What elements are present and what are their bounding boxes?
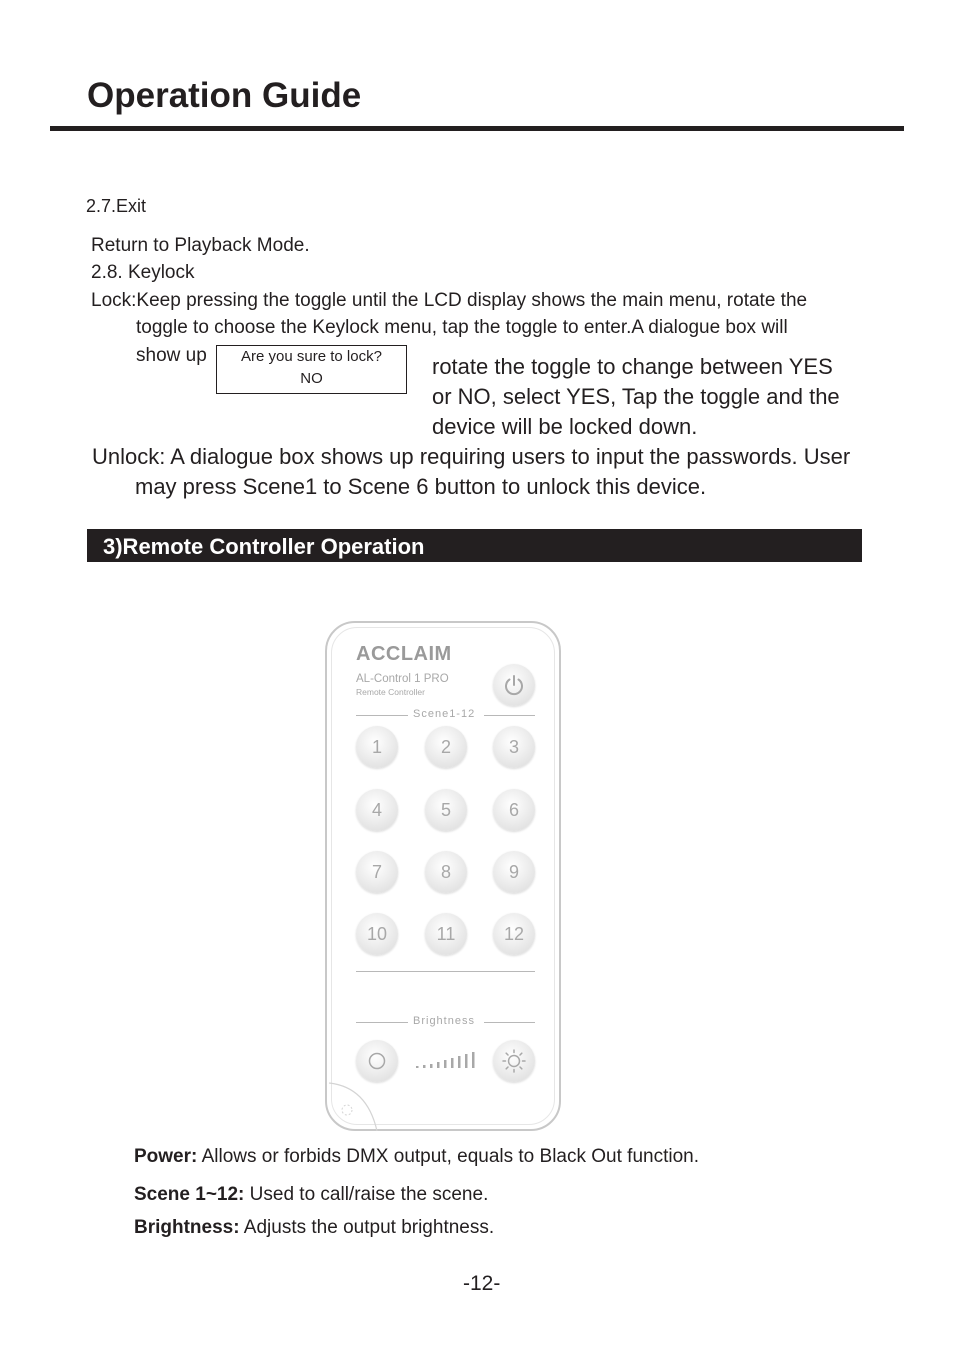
exit-heading: 2.7.Exit [86,196,147,216]
scene-divider-left [356,715,408,716]
brightness-description-label: Brightness: [134,1217,240,1238]
scene-key: 8 [425,851,467,893]
scene-key: 5 [425,789,467,831]
scene-key: 2 [425,726,467,768]
scene-key: 4 [356,789,398,831]
brightness-description [134,1217,494,1239]
remote-brand: ACCLAIM [356,643,452,665]
scene-section-label: Scene1-12 [413,708,476,720]
lock-line-2: toggle to choose the Keylock menu, tap the toggle to enter.A dialogue box will [136,317,788,338]
power-icon [502,673,526,697]
lock-line-1: Lock:Keep pressing the toggle until the LCD display shows the main menu, rotate the [91,290,808,311]
keypad-divider [356,971,535,972]
scene-key: 11 [425,913,467,955]
scene-key: 9 [493,851,535,893]
sun-icon [501,1048,527,1074]
power-description-text: Allows or forbids DMX output, equals to Black Out function. [197,1146,699,1167]
brightness-section-label: Brightness [413,1015,475,1027]
lock-dialog-box [216,345,407,394]
signal-bars-icon [414,1049,478,1069]
lock-line-3: show up [136,345,207,366]
rotate-line-2: or NO, select YES, Tap the toggle and the [432,384,840,409]
scene-description [134,1184,488,1206]
scene-description-text: Used to call/raise the scene. [244,1184,489,1205]
scene-key: 7 [356,851,398,893]
unlock-line-2: may press Scene1 to Scene 6 button to unlock this device. [135,474,707,499]
section-heading-band [87,529,862,562]
brightness-divider-right [484,1022,535,1023]
keylock-heading: 2.8. Keylock [91,262,195,283]
scene-key: 3 [493,726,535,768]
power-description [134,1146,699,1168]
circle-icon [367,1051,387,1071]
power-button [493,664,535,706]
scene-description-label: Scene 1~12: [134,1184,245,1205]
unlock-line-1: Unlock: A dialogue box shows up requiring users to input the passwords. User [92,444,851,469]
rotate-line-1: rotate the toggle to change between YES [432,354,833,379]
remote-model: AL-Control 1 PRO [356,673,449,685]
remote-controller-illustration [325,621,561,1131]
title-rule [50,126,904,131]
section-heading: 3)Remote Controller Operation [103,534,425,559]
remote-model-sub: Remote Controller [356,687,425,697]
exit-text: Return to Playback Mode. [91,235,310,256]
scene-key: 1 [356,726,398,768]
scene-key: 6 [493,789,535,831]
page-number: -12- [463,1272,501,1295]
scene-key: 12 [493,913,535,955]
rotate-line-3: device will be locked down. [432,414,698,439]
power-description-label: Power: [134,1146,198,1167]
brightness-up-button [493,1040,535,1082]
scene-divider-right [484,715,535,716]
remote-corner-detail [327,1073,387,1133]
scene-key: 10 [356,913,398,955]
brightness-divider-left [356,1022,408,1023]
page-title: Operation Guide [87,76,362,115]
brightness-description-text: Adjusts the output brightness. [239,1217,495,1238]
dialog-answer: NO [300,370,323,387]
dialog-question: Are you sure to lock? [241,348,382,365]
